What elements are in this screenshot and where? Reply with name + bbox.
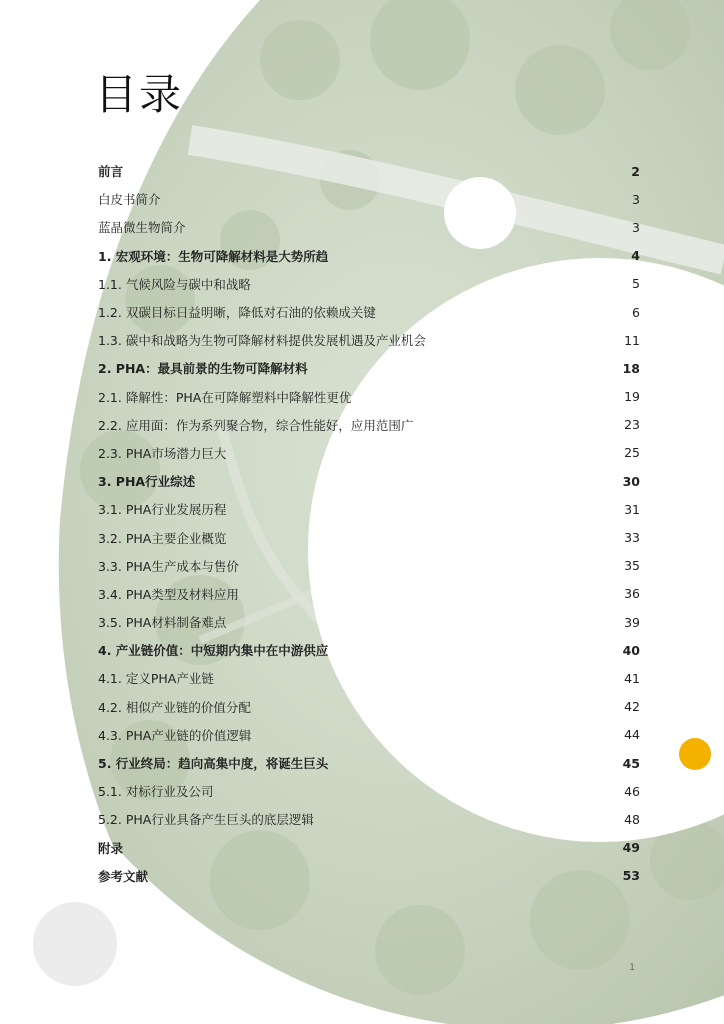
accent-dot xyxy=(679,738,711,770)
toc-entry-label: 3.1. PHA行业发展历程 xyxy=(98,502,227,518)
toc-entry-section-5-2[interactable] xyxy=(98,805,640,833)
toc-entry-page: 44 xyxy=(624,727,640,743)
toc-entry-label: 1. 宏观环境：生物可降解材料是大势所趋 xyxy=(98,248,329,264)
toc-entry-section-4-1[interactable] xyxy=(98,664,640,692)
toc-entry-page: 48 xyxy=(624,811,640,827)
toc-entry-label: 白皮书简介 xyxy=(98,192,161,208)
toc-entry-label: 5. 行业终局：趋向高集中度，将诞生巨头 xyxy=(98,756,329,772)
table-of-contents xyxy=(98,157,640,890)
toc-entry-page: 45 xyxy=(622,755,640,771)
toc-entry-label: 5.2. PHA行业具备产生巨头的底层逻辑 xyxy=(98,812,314,828)
toc-entry-section-2-2[interactable] xyxy=(98,411,640,439)
toc-entry-label: 2.2. 应用面：作为系列聚合物，综合性能好，应用范围广 xyxy=(98,417,414,433)
toc-entry-page: 30 xyxy=(622,473,640,489)
toc-entry-section-4[interactable] xyxy=(98,636,640,664)
page-title: 目录 xyxy=(95,70,184,119)
toc-entry-page: 41 xyxy=(624,670,640,686)
toc-entry-label: 4. 产业链价值：中短期内集中在中游供应 xyxy=(98,643,329,659)
toc-entry-page: 39 xyxy=(624,614,640,630)
toc-entry-label: 4.1. 定义PHA产业链 xyxy=(98,671,214,687)
toc-entry-label: 3.3. PHA生产成本与售价 xyxy=(98,558,239,574)
toc-entry-label: 1.2. 双碳目标日益明晰，降低对石油的依赖成关键 xyxy=(98,305,376,321)
toc-entry-section-1[interactable] xyxy=(98,242,640,270)
toc-entry-page: 3 xyxy=(632,219,640,235)
toc-entry-page: 25 xyxy=(624,445,640,461)
toc-entry-section-3-4[interactable] xyxy=(98,580,640,608)
toc-entry-label: 1.3. 碳中和战略为生物可降解材料提供发展机遇及产业机会 xyxy=(98,333,426,349)
toc-entry-page: 18 xyxy=(622,360,640,376)
toc-entry-section-4-2[interactable] xyxy=(98,693,640,721)
toc-entry-page: 6 xyxy=(632,304,640,320)
toc-entry-section-1-1[interactable] xyxy=(98,270,640,298)
toc-entry-section-3[interactable] xyxy=(98,467,640,495)
toc-entry-page: 36 xyxy=(624,586,640,602)
toc-entry-section-5[interactable] xyxy=(98,749,640,777)
toc-entry-page: 2 xyxy=(631,163,640,179)
toc-entry-page: 23 xyxy=(624,417,640,433)
toc-entry-page: 46 xyxy=(624,783,640,799)
toc-entry-section-5-1[interactable] xyxy=(98,777,640,805)
footer-page-number: 1 xyxy=(629,963,635,973)
toc-entry-section-2[interactable] xyxy=(98,354,640,382)
toc-entry-company-intro[interactable] xyxy=(98,213,640,241)
decor-circle xyxy=(33,902,117,986)
toc-entry-label: 3.5. PHA材料制备难点 xyxy=(98,615,227,631)
toc-entry-section-3-5[interactable] xyxy=(98,608,640,636)
toc-entry-section-4-3[interactable] xyxy=(98,721,640,749)
toc-entry-label: 2.1. 降解性：PHA在可降解塑料中降解性更优 xyxy=(98,389,352,405)
toc-entry-section-1-3[interactable] xyxy=(98,326,640,354)
toc-entry-label: 附录 xyxy=(98,840,124,856)
toc-entry-page: 5 xyxy=(632,276,640,292)
toc-entry-label: 1.1. 气候风险与碳中和战略 xyxy=(98,276,251,292)
toc-entry-page: 40 xyxy=(622,642,640,658)
toc-entry-page: 19 xyxy=(624,389,640,405)
toc-entry-label: 前言 xyxy=(98,164,124,180)
toc-entry-page: 33 xyxy=(624,530,640,546)
toc-entry-label: 3.4. PHA类型及材料应用 xyxy=(98,586,239,602)
toc-entry-label: 3.2. PHA主要企业概览 xyxy=(98,530,227,546)
toc-entry-label: 4.2. 相似产业链的价值分配 xyxy=(98,699,251,715)
toc-entry-page: 4 xyxy=(631,248,640,264)
toc-entry-label: 5.1. 对标行业及公司 xyxy=(98,784,214,800)
toc-entry-foreword[interactable] xyxy=(98,157,640,185)
toc-entry-section-1-2[interactable] xyxy=(98,298,640,326)
toc-entry-page: 3 xyxy=(632,191,640,207)
toc-entry-section-2-3[interactable] xyxy=(98,439,640,467)
toc-entry-references[interactable] xyxy=(98,862,640,890)
toc-entry-appendix[interactable] xyxy=(98,834,640,862)
toc-entry-label: 蓝晶微生物简介 xyxy=(98,220,186,236)
toc-entry-section-3-1[interactable] xyxy=(98,495,640,523)
toc-entry-label: 参考文献 xyxy=(98,868,149,884)
toc-entry-section-3-2[interactable] xyxy=(98,523,640,551)
toc-entry-section-2-1[interactable] xyxy=(98,383,640,411)
toc-entry-label: 2.3. PHA市场潜力巨大 xyxy=(98,445,227,461)
toc-entry-label: 3. PHA行业综述 xyxy=(98,474,196,490)
toc-entry-page: 53 xyxy=(622,868,640,884)
toc-entry-label: 2. PHA：最具前景的生物可降解材料 xyxy=(98,361,308,377)
toc-entry-page: 35 xyxy=(624,558,640,574)
toc-entry-label: 4.3. PHA产业链的价值逻辑 xyxy=(98,727,252,743)
toc-entry-page: 31 xyxy=(624,501,640,517)
toc-entry-page: 42 xyxy=(624,699,640,715)
toc-entry-section-3-3[interactable] xyxy=(98,552,640,580)
toc-entry-page: 11 xyxy=(624,332,640,348)
toc-entry-page: 49 xyxy=(622,840,640,856)
toc-entry-whitepaper-intro[interactable] xyxy=(98,185,640,213)
